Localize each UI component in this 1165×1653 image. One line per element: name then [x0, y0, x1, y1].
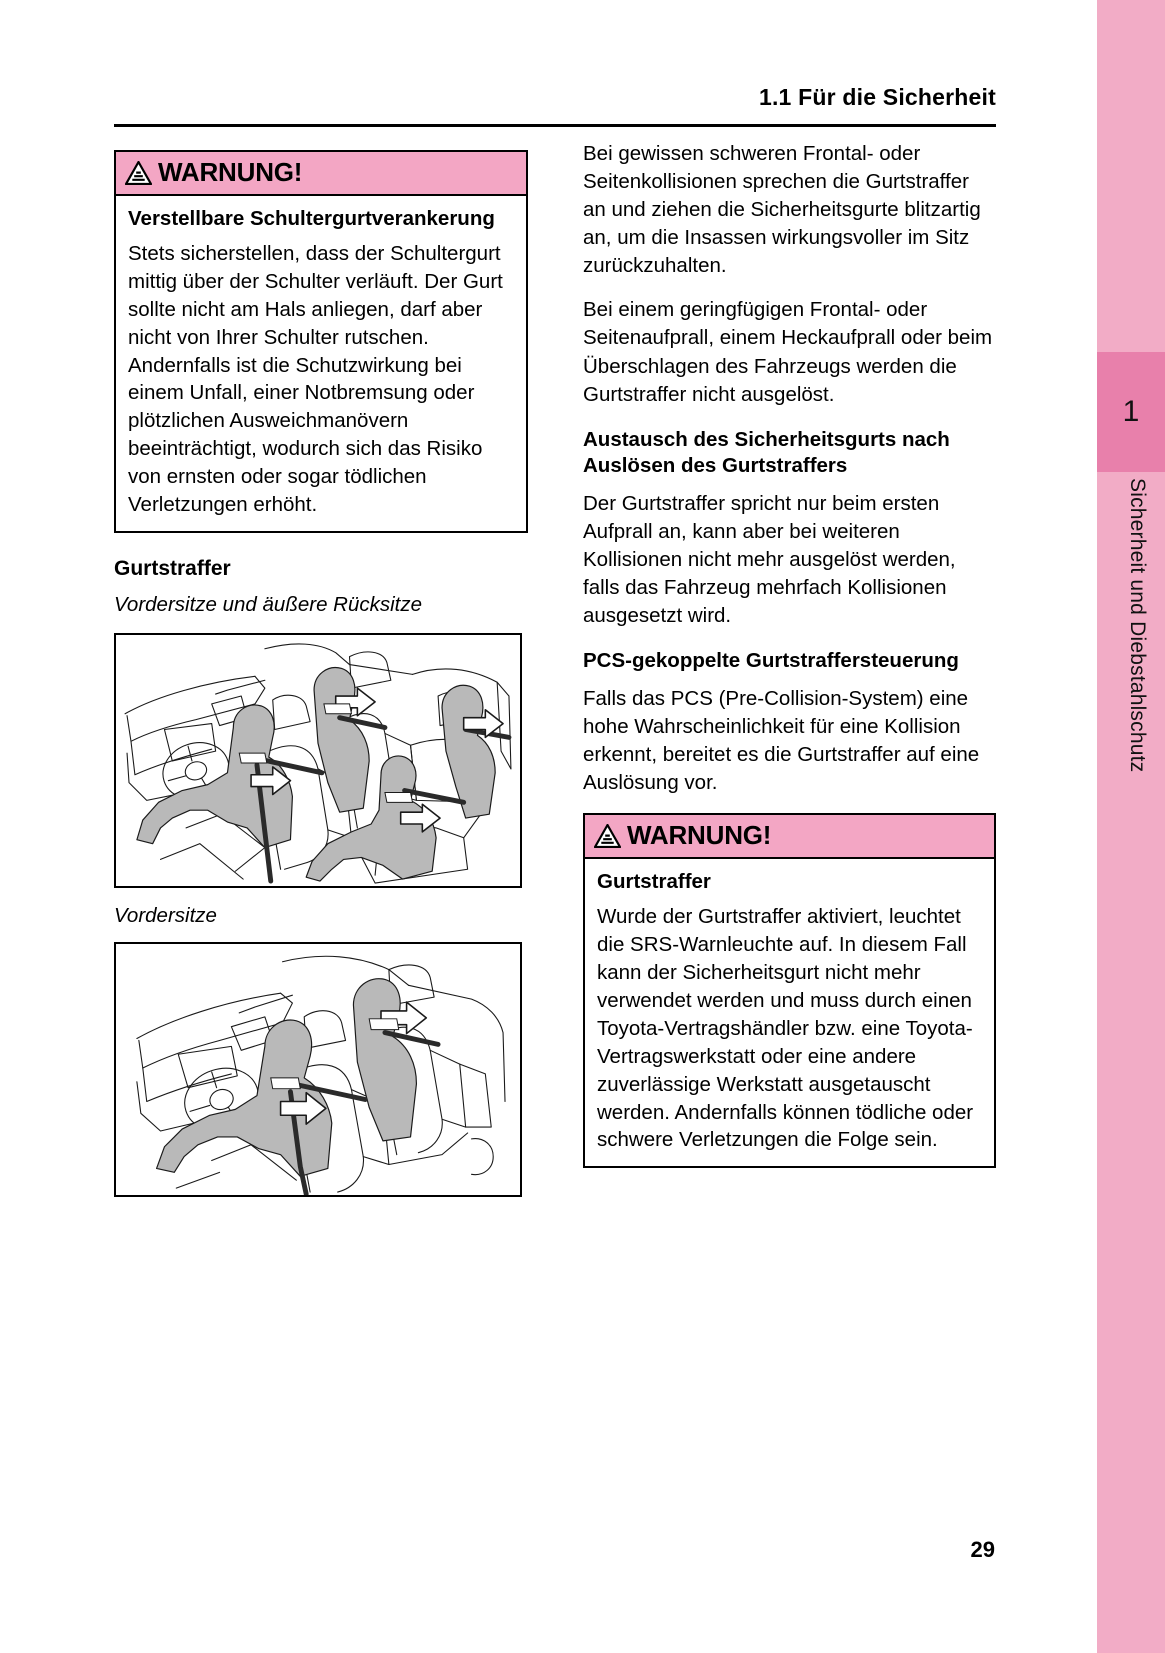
warning-box-right [583, 813, 996, 1168]
figure-front-seats [114, 942, 522, 1197]
warning-triangle-icon [594, 824, 621, 848]
warning-subtitle-right: Gurtstraffer [597, 870, 711, 894]
header-divider [114, 124, 996, 127]
right-paragraph-1: Bei gewissen schweren Frontal- oder Seitenkollisionen sprechen die Gurtstraffer an und ziehen die Sicherheitsgurte blitzartig an, um die Insassen wirkungsvoller im Sitz zurückzuhalten. [583, 142, 981, 278]
right-paragraph-4: Falls das PCS (Pre-Collision-System) eine hohe Wahrscheinlichkeit für eine Kollision erkennt, bereitet es die Gurtstraffer auf eine Auslösung vor. [583, 687, 980, 795]
warning-subtitle-left: Verstellbare Schultergurtverankerung [128, 207, 495, 230]
page-title: 1.1 Für die Sicherheit [758, 84, 996, 110]
right-paragraph-2: Bei einem geringfügigen Frontal- oder Seitenaufprall, einem Heckaufprall oder beim Überschlagen des Fahrzeugs werden die Gurtstraffer nicht ausgelöst. [583, 298, 993, 406]
warning-body-left [116, 196, 526, 531]
figure-front-and-outer-rear-seats [114, 633, 522, 888]
right-paragraph-3: Der Gurtstraffer spricht nur beim ersten Aufprall an, kann aber bei weiteren Kollisionen nicht mehr ausgelöst werden, falls das Fahrzeug mehrfach Kollisionen ausgesetzt wird. [583, 491, 956, 628]
warning-box-left [114, 150, 528, 533]
chapter-edge-strip [1097, 0, 1165, 1653]
warning-label-right: WARNUNG! [627, 820, 772, 851]
warning-label-left: WARNUNG! [158, 157, 303, 187]
warning-text-left: Stets sicherstellen, dass der Schultergurt mittig über der Schulter verläuft. Der Gurt sollte nicht am Hals anliegen, darf aber nicht von Ihrer Schulter rutschen. Andernfalls ist die Schutzwirkung bei einem Unfall, einer Notbremsung oder plötzlichen Ausweichmanövern beeinträchtigt, wodurch sich das Risiko von ernsten oder sogar tödlichen Verletzungen erhöht. [128, 242, 503, 516]
warning-triangle-icon [125, 161, 152, 185]
figure1-subcaption: Vordersitze und äußere Rücksitze [114, 593, 423, 617]
figure2-caption: Vordersitze [114, 903, 217, 927]
right-heading-pcs: PCS-gekoppelte Gurtstraffersteuerung [583, 649, 959, 673]
warning-text-right: Wurde der Gurtstraffer aktiviert, leuchtet die SRS-Warnleuchte auf. In diesem Fall kann der Sicherheitsgurt nicht mehr verwendet werden und muss durch einen Toyota-Vertragshändler bzw. eine Toyota-Vertragswerkstatt oder eine andere zuverlässige Werkstatt ausgetauscht werden. Andernfalls können tödliche oder schwere Verletzungen die Folge sein. [597, 905, 974, 1152]
car-interior-illustration-2 [116, 944, 520, 1195]
section-heading-gurtstraffer: Gurtstraffer [114, 556, 231, 580]
right-column [583, 140, 996, 1172]
warning-body-right [585, 859, 994, 1166]
chapter-number: 1 [1122, 395, 1140, 428]
right-heading-austausch: Austausch des Sicherheitsgurts nach Auslösen des Gurtstraffers [583, 427, 950, 478]
page-number: 29 [970, 1537, 995, 1562]
warning-header-right [585, 815, 994, 859]
chapter-title-vertical: Sicherheit und Diebstahlschutz [1126, 478, 1149, 773]
warning-header-left [116, 152, 526, 196]
left-column [114, 150, 528, 1213]
car-interior-illustration-1 [116, 635, 520, 886]
